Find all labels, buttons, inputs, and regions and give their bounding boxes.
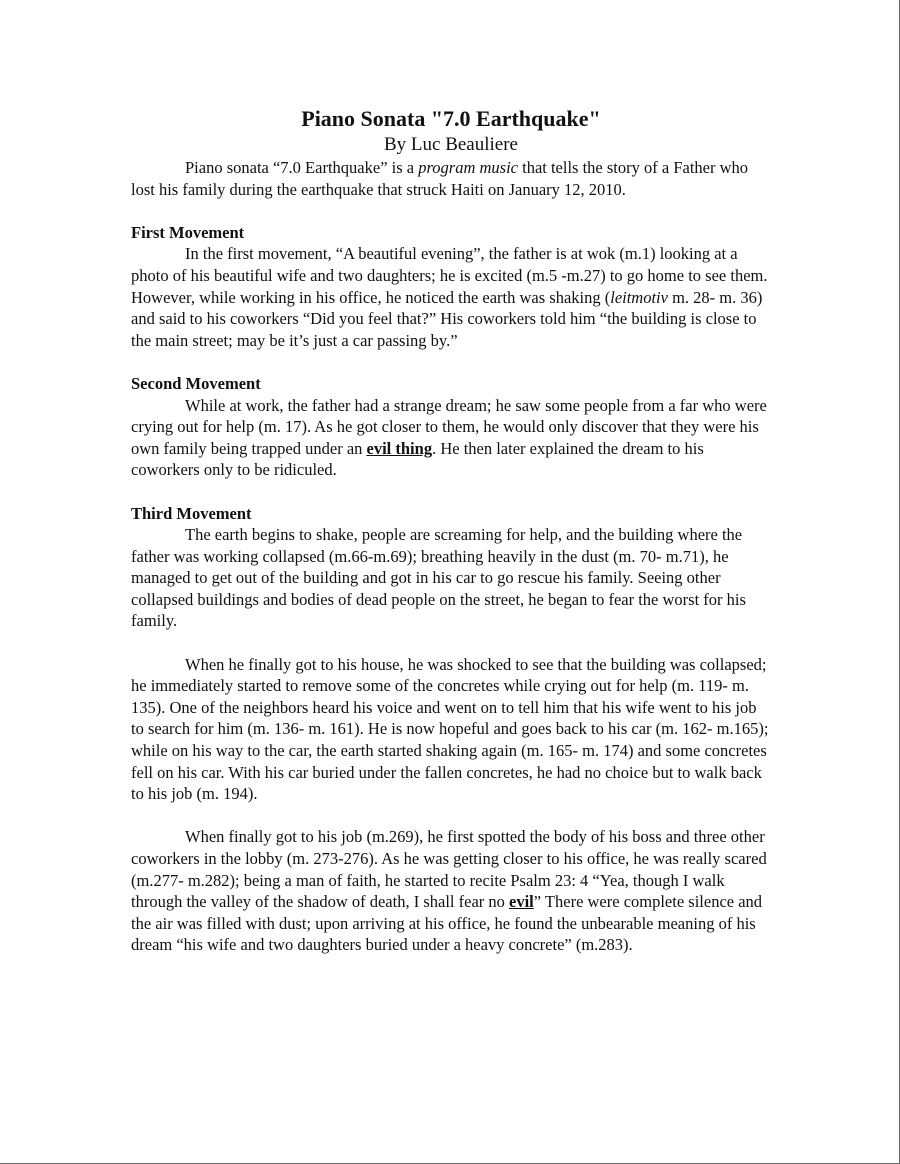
document-body <box>131 105 771 956</box>
first-movement-paragraph: In the first movement, “A beautiful evening”, the father is at wok (m.1) looking at a photo of his beautiful wife and two daughters; he is excited (m.5 -m.27) to go home to see them. However, while working in his office, he noticed the earth was shaking (leitmotiv m. 28- m. 36) and said to his coworkers “Did you feel that?” His coworkers told him “the building is close to the main street; may be it’s just a car passing by.” <box>131 244 768 350</box>
document-author: By Luc Beauliere <box>383 134 518 155</box>
spacer <box>131 351 771 373</box>
spacer <box>131 200 771 222</box>
third-movement-paragraph-1: The earth begins to shake, people are screaming for help, and the building where the father was working collapsed (m.66-m.69); breathing heavily in the dust (m. 70- m.71), he managed to get out of the building and got in his car to go rescue his family. Seeing other collapsed buildings and bodies of dead people on the street, he began to fear the worst for his family. <box>131 525 746 631</box>
first-movement-heading: First Movement <box>131 222 245 242</box>
third-movement-paragraph-3: When finally got to his job (m.269), he first spotted the body of his boss and three other coworkers in the lobby (m. 273-276). As he was getting closer to his office, he was really scared (m.277- m.282); being a man of faith, he started to recite Psalm 23: 4 “Yea, though I walk through the valley of the shadow of death, I shall fear no evil” There were complete silence and the air was filled with dust; upon arriving at his office, he found the unbearable meaning of his dream “his wife and two daughters buried under a heavy concrete” (m.283). <box>131 827 767 955</box>
italic-term: leitmotiv <box>610 287 668 307</box>
second-movement-paragraph: While at work, the father had a strange dream; he saw some people from a far who were crying out for help (m. 17). As he got closer to them, he would only discover that they were his own family being trapped under an evil thing. He then later explained the dream to his coworkers only to be ridiculed. <box>131 395 767 480</box>
spacer <box>131 481 771 503</box>
intro-paragraph: Piano sonata “7.0 Earthquake” is a program music that tells the story of a Father who lost his family during the earthquake that struck Haiti on January 12, 2010. <box>131 158 749 199</box>
emphasized-term: evil <box>509 892 534 912</box>
spacer <box>131 632 771 654</box>
third-movement-paragraph-2: When he finally got to his house, he was shocked to see that the building was collapsed; he immediately started to remove some of the concretes while crying out for help (m. 119- m. 135). One of the neighbors heard his voice and went on to tell him that his wife went to his job to search for him (m. 136- m. 161). He is now hopeful and goes back to his car (m. 162- m.165); while on his way to the car, the earth started shaking again (m. 165- m. 174) and some concretes fell on his car. With his car buried under the fallen concretes, he had no choice but to walk back to his job (m. 194). <box>131 654 769 804</box>
document-title: Piano Sonata "7.0 Earthquake" <box>301 106 601 131</box>
emphasized-term: evil thing <box>366 438 433 458</box>
third-movement-heading: Third Movement <box>131 503 252 523</box>
italic-term: program music <box>418 158 518 177</box>
spacer <box>131 805 771 827</box>
second-movement-heading: Second Movement <box>131 373 261 393</box>
